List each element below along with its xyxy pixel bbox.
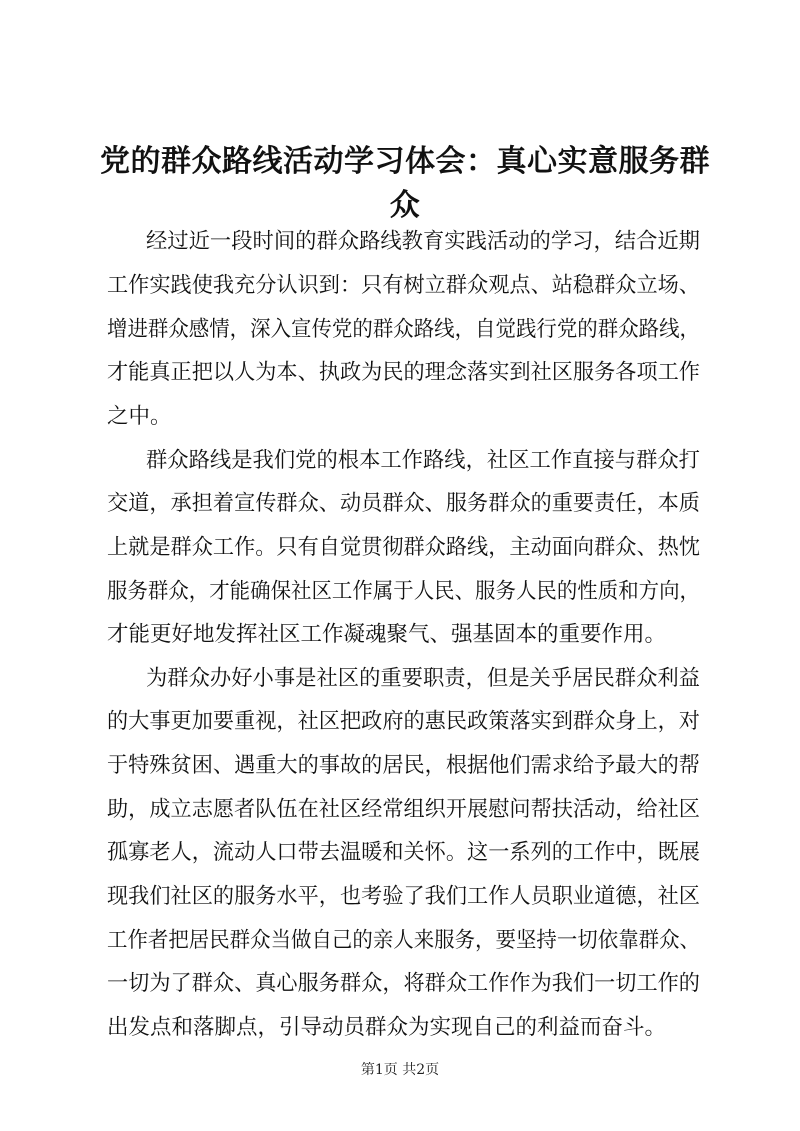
paragraph-3-line-3: 于特殊贫困、遇重大的事故的居民，根据他们需求给予最大的帮: [107, 753, 700, 778]
paragraph-3-line-7: 工作者把居民群众当做自己的亲人来服务，要坚持一切依靠群众、: [107, 928, 700, 953]
paragraph-1-line-4: 才能真正把以人为本、执政为民的理念落实到社区服务各项工作: [107, 360, 700, 385]
paragraph-3-line-1: 为群众办好小事是社区的重要职责，但是关乎居民群众利益: [146, 666, 700, 691]
paragraph-3-line-8: 一切为了群众、真心服务群众，将群众工作作为我们一切工作的: [107, 971, 700, 996]
paragraph-3-line-6: 现我们社区的服务水平，也考验了我们工作人员职业道德，社区: [107, 884, 700, 909]
paragraph-2-line-4: 服务群众，才能确保社区工作属于人民、服务人民的性质和方向，: [107, 579, 700, 604]
paragraph-2-line-1: 群众路线是我们党的根本工作路线，社区工作直接与群众打: [146, 448, 700, 473]
paragraph-2-line-3: 上就是群众工作。只有自觉贯彻群众路线，主动面向群众、热忱: [107, 535, 700, 560]
paragraph-1-line-3: 增进群众感情，深入宣传党的群众路线，自觉践行党的群众路线，: [107, 317, 700, 342]
page-footer: 第1页 共2页: [360, 1062, 440, 1078]
paragraph-3-line-5: 孤寡老人，流动人口带去温暖和关怀。这一系列的工作中，既展: [107, 840, 700, 865]
paragraph-2-line-2: 交道，承担着宣传群众、动员群众、服务群众的重要责任，本质: [107, 491, 700, 516]
title-line-1: 党的群众路线活动学习体会：真心实意服务群: [100, 144, 710, 179]
paragraph-3-line-4: 助，成立志愿者队伍在社区经常组织开展慰问帮扶活动，给社区: [107, 797, 700, 822]
document-title: [100, 140, 710, 228]
paragraph-1-line-2: 工作实践使我充分认识到：只有树立群众观点、站稳群众立场、: [107, 273, 700, 298]
paragraph-3-line-2: 的大事更加要重视，社区把政府的惠民政策落实到群众身上，对: [107, 709, 700, 734]
paragraph-2-line-5: 才能更好地发挥社区工作凝魂聚气、强基固本的重要作用。: [107, 622, 667, 647]
paragraph-3-line-9: 出发点和落脚点，引导动员群众为实现自己的利益而奋斗。: [107, 1015, 667, 1040]
paragraph-1-line-1: 经过近一段时间的群众路线教育实践活动的学习，结合近期: [146, 229, 700, 254]
paragraph-1-line-5: 之中。: [107, 404, 172, 429]
title-line-2: 众: [389, 188, 421, 223]
